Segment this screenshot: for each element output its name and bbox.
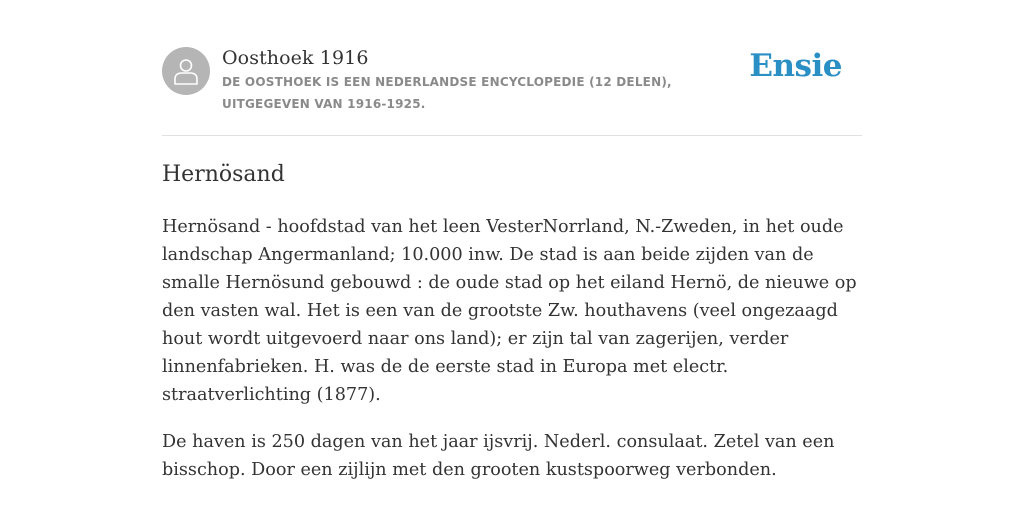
user-icon xyxy=(173,57,199,85)
source-header xyxy=(162,44,862,136)
ensie-logo[interactable]: Ensie xyxy=(749,48,842,84)
article-paragraph: De haven is 250 dagen van het jaar ijsvrij. Nederl. consulaat. Zetel van een bisschop. Door een zijlijn met den grooten kustspoorweg verbonden. xyxy=(162,432,835,480)
source-info xyxy=(222,46,762,115)
page-container xyxy=(162,44,862,484)
source-description: DE OOSTHOEK IS EEN NEDERLANDSE ENCYCLOPEDIE (12 DELEN), UITGEGEVEN VAN 1916-1925. xyxy=(222,75,672,111)
source-title[interactable]: Oosthoek 1916 xyxy=(222,47,369,69)
source-avatar[interactable] xyxy=(162,47,210,95)
article-paragraph: Hernösand - hoofdstad van het leen VesterNorrland, N.-Zweden, in het oude landschap Angermanland; 10.000 inw. De stad is aan beide zijden van de smalle Hernösund gebouwd : de oude stad op het eiland Hernö, de nieuwe op den vasten wal. Het is een van de grootste Zw. houthavens (veel ongezaagd hout wordt uitgevoerd naar ons land); er zijn tal van zagerijen, verder linnenfabrieken. H. was de de eerste stad in Europa met electr. straatverlichting (1877). xyxy=(162,217,857,405)
article-title: Hernösand xyxy=(162,162,285,187)
